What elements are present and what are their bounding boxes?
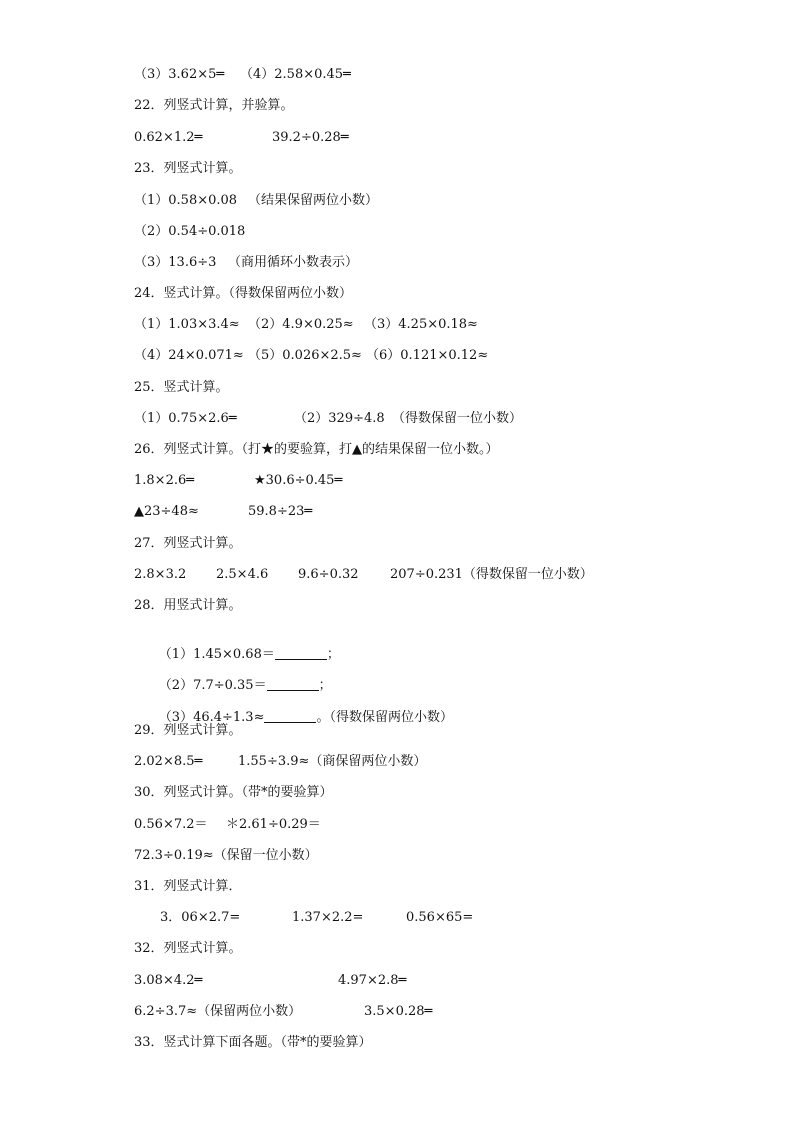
expression: 6.2÷3.7≈（保留两位小数） (134, 1004, 302, 1019)
problem-title: 22．列竖式计算，并验算。 (134, 98, 294, 113)
problem-title: 24．竖式计算。（得数保留两位小数） (134, 286, 353, 301)
expression: （1）1.45×0.68＝ (158, 647, 275, 662)
problem-title: 28．用竖式计算。 (134, 598, 242, 613)
problem-33-title (0, 1034, 372, 1088)
expression: 39.2÷0.28═ (272, 130, 349, 145)
problem-title: 27．列竖式计算。 (134, 536, 242, 551)
expression: 207÷0.231（得数保留一位小数） (390, 567, 593, 582)
problem-21-part-4: （4）2.58×0.45═ (240, 67, 351, 82)
expression: 2.5×4.6 (216, 567, 269, 582)
expression: 1.8×2.6═ (134, 473, 195, 488)
expression: （1）0.58×0.08 (134, 193, 238, 208)
expression: ▲23÷48≈ (134, 504, 199, 519)
expression: 3.5×0.28═ (364, 1004, 433, 1019)
answer-blank[interactable] (275, 646, 327, 660)
expression: （2）7.7÷0.35＝ (158, 678, 267, 693)
expression: 4.97×2.8═ (338, 973, 407, 988)
expression: （2）329÷4.8 (294, 411, 385, 426)
expression: 0.62×1.2═ (134, 130, 203, 145)
expression: （1）1.03×3.4≈ (134, 317, 240, 332)
expression: （3）13.6÷3 (134, 255, 217, 270)
problem-title: 26．列竖式计算。（打★的要验算，打▲的结果保留一位小数。） (134, 442, 499, 457)
expression: 1.37×2.2= (292, 910, 364, 925)
expression: 3．06×2.7= (160, 910, 241, 925)
problem-title: 29．列竖式计算。 (134, 723, 242, 738)
problem-title: 32．列竖式计算。 (134, 941, 242, 956)
problem-title: 31．列竖式计算． (134, 879, 242, 894)
expression: （2）0.54÷0.018 (134, 224, 246, 239)
expression: ★30.6÷0.45═ (254, 473, 343, 488)
expression: 0.56×65= (406, 910, 474, 925)
expression: （1）0.75×2.6═ (134, 411, 237, 426)
expression: （5）0.026×2.5≈ (248, 348, 362, 363)
expression: 2.8×3.2 (134, 567, 187, 582)
answer-blank[interactable] (267, 677, 319, 691)
punctuation: ； (318, 678, 332, 693)
answer-blank[interactable] (264, 709, 316, 723)
problem-title: 25．竖式计算。 (134, 380, 229, 395)
expression: 2.02×8.5═ (134, 754, 203, 769)
expression: 9.6÷0.32 (298, 567, 359, 582)
problem-21-part-3: （3）3.62×5═ (134, 67, 225, 82)
expression: （3）4.25×0.18≈ (364, 317, 478, 332)
expression: （6）0.121×0.12≈ (366, 348, 489, 363)
expression: 1.55÷3.9≈（商保留两位小数） (238, 754, 427, 769)
instruction-note: （商用循环小数表示） (228, 255, 359, 270)
expression: （4）24×0.071≈ (134, 348, 244, 363)
instruction-note: 。（得数保留两位小数） (316, 710, 453, 725)
problem-title: 30．列竖式计算。（带*的要验算） (134, 785, 333, 800)
expression: （2）4.9×0.25≈ (248, 317, 354, 332)
expression: 72.3÷0.19≈（保留一位小数） (134, 848, 318, 863)
instruction-note: （得数保留一位小数） (392, 411, 523, 426)
expression: 3.08×4.2═ (134, 973, 203, 988)
instruction-note: （结果保留两位小数） (248, 193, 379, 208)
expression: （3）46.4÷1.3≈ (158, 710, 265, 725)
problem-title: 23．列竖式计算。 (134, 161, 242, 176)
punctuation: ； (326, 647, 340, 662)
expression: 0.56×7.2＝ (134, 817, 208, 832)
expression: ＊2.61÷0.29＝ (226, 817, 321, 832)
problem-title: 33．竖式计算下面各题。（带*的要验算） (134, 1035, 372, 1050)
expression: 59.8÷23═ (248, 504, 313, 519)
